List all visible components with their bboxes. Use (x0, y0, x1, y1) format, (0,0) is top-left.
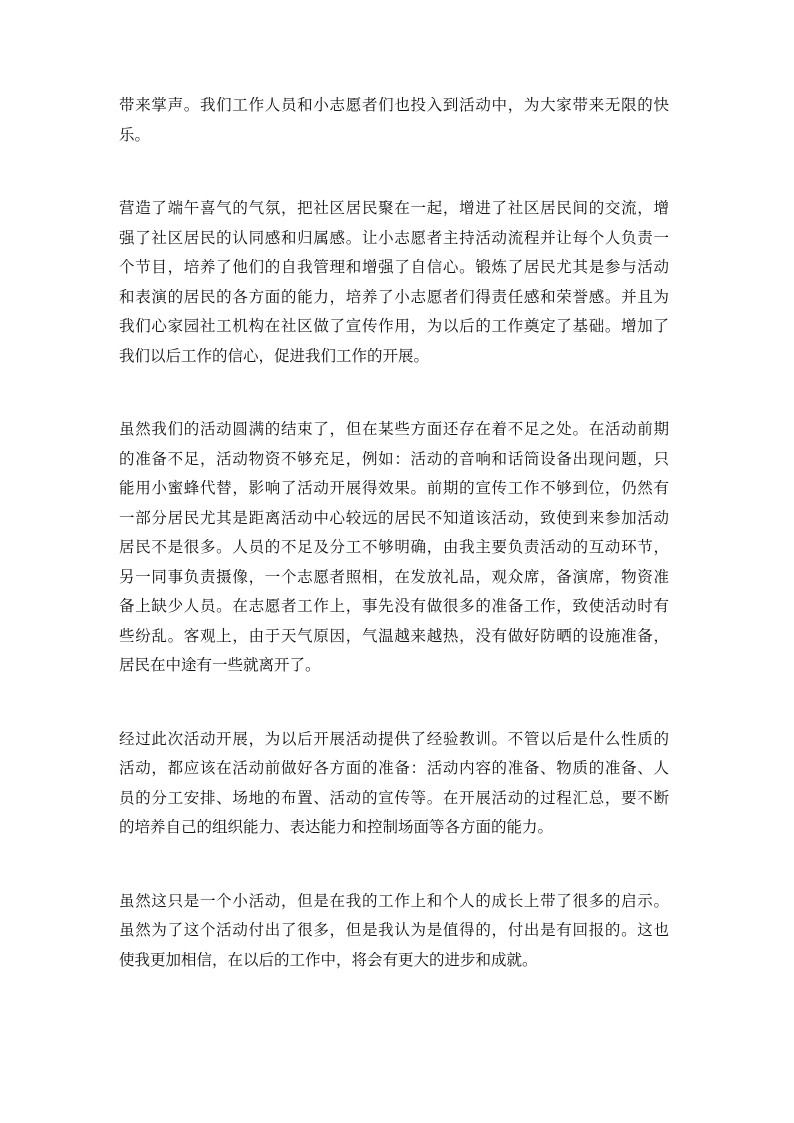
paragraph-line: 另一同事负责摄像，一个志愿者照相，在发放礼品，观众席，备演席，物资准 (119, 567, 669, 586)
paragraph-line: 居民不是很多。人员的不足及分工不够明确，由我主要负责活动的互动环节， (119, 538, 669, 556)
paragraph-line: 强了社区居民的认同感和归属感。让小志愿者主持活动流程并让每个人负责一 (119, 228, 669, 247)
paragraph-spacer (119, 681, 669, 725)
paragraph-line: 虽然这只是一个小活动，但是在我的工作上和个人的成长上带了很多的启示。 (119, 891, 669, 910)
paragraph-5 (119, 887, 669, 976)
paragraph-line: 虽然我们的活动圆满的结束了，但在某些方面还存在着不足之处。在活动前期 (119, 420, 669, 438)
paragraph-line: 经过此次活动开展，为以后开展活动提供了经验教训。不管以后是什么性质的 (119, 729, 669, 748)
paragraph-line: 的培养自己的组织能力、表达能力和控制场面等各方面的能力。 (119, 818, 554, 836)
paragraph-line: 带来掌声。我们工作人员和小志愿者们也投入到活动中，为大家带来无限的快 (119, 96, 669, 114)
paragraph-2 (119, 194, 669, 371)
document-body (119, 91, 669, 975)
paragraph-line: 虽然为了这个活动付出了很多，但是我认为是值得的，付出是有回报的。这也 (119, 921, 669, 939)
paragraph-line: 乐。 (119, 125, 151, 144)
paragraph-3 (119, 415, 669, 681)
paragraph-line: 营造了端午喜气的气氛，把社区居民聚在一起，增进了社区居民间的交流，增 (119, 199, 669, 217)
paragraph-line: 能用小蜜蜂代替，影响了活动开展得效果。前期的宣传工作不够到位，仍然有 (119, 479, 669, 497)
paragraph-line: 我们以后工作的信心，促进我们工作的开展。 (119, 346, 430, 365)
paragraph-line: 备上缺少人员。在志愿者工作上，事先没有做很多的准备工作，致使活动时有 (119, 597, 669, 615)
paragraph-line: 居民在中途有一些就离开了。 (119, 656, 321, 674)
paragraph-1 (119, 91, 669, 150)
paragraph-line: 的准备不足，活动物资不够充足，例如：活动的音响和话筒设备出现问题，只 (119, 449, 669, 468)
paragraph-line: 员的分工安排、场地的布置、活动的宣传等。在开展活动的过程汇总，要不断 (119, 788, 669, 807)
paragraph-line: 和表演的居民的各方面的能力，培养了小志愿者们得责任感和荣誉感。并且为 (119, 287, 669, 306)
paragraph-line: 些纷乱。客观上，由于天气原因，气温越来越热，没有做好防晒的设施准备， (119, 626, 669, 645)
paragraph-line: 使我更加相信，在以后的工作中，将会有更大的进步和成就。 (119, 950, 538, 969)
paragraph-line: 活动，都应该在活动前做好各方面的准备：活动内容的准备、物质的准备、人 (119, 759, 669, 777)
paragraph-4 (119, 725, 669, 843)
paragraph-spacer (119, 843, 669, 887)
paragraph-spacer (119, 371, 669, 415)
paragraph-spacer (119, 150, 669, 194)
paragraph-line: 我们心家园社工机构在社区做了宣传作用，为以后的工作奠定了基础。增加了 (119, 317, 669, 335)
paragraph-line: 个节目，培养了他们的自我管理和增强了自信心。锻炼了居民尤其是参与活动 (119, 258, 669, 276)
paragraph-line: 一部分居民尤其是距离活动中心较远的居民不知道该活动，致使到来参加活动 (119, 508, 669, 527)
